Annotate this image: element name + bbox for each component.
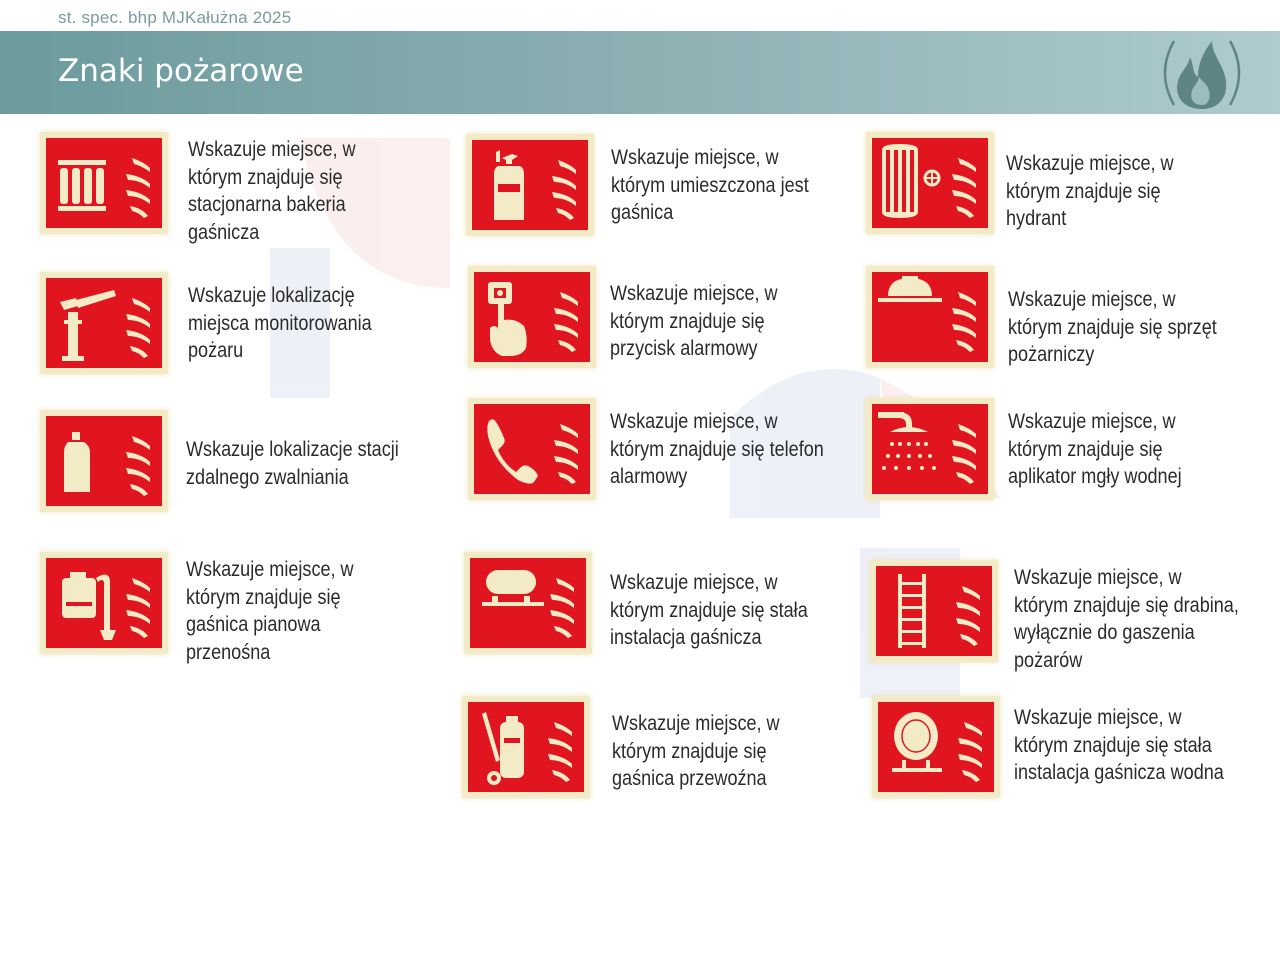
- sign-description-line: Wskazuje miejsce, w: [1014, 706, 1182, 729]
- sign-description-line: Wskazuje miejsce, w: [186, 558, 354, 581]
- sign-description-line: którym znajduje się: [610, 309, 765, 333]
- fire-alarm-button-icon: [474, 272, 590, 362]
- sign-item: [464, 552, 864, 672]
- fire-extinguisher-icon: [472, 140, 588, 230]
- fixed-water-installation-icon: [878, 702, 994, 792]
- sign-item: [40, 410, 460, 530]
- sign-description-line: hydrant: [1006, 207, 1067, 230]
- sign-description-line: Wskazuje miejsce, w: [1008, 288, 1176, 311]
- sign-description-line: miejsca monitorowania: [188, 311, 372, 335]
- portable-foam-extinguisher-icon: [46, 558, 162, 648]
- sign-description-line: gaśnica przewoźna: [612, 767, 767, 790]
- sign-description-line: którym znajduje się drabina,: [1014, 593, 1239, 617]
- sign-description-line: którym znajduje się: [1006, 179, 1161, 203]
- sign-description-line: Wskazuje miejsce, w: [1008, 410, 1176, 433]
- sign-description-line: Wskazuje miejsce, w: [610, 410, 778, 433]
- water-mist-applicator-icon: [872, 404, 988, 494]
- sign-description-line: gaśnicza: [188, 220, 260, 244]
- sign-description-line: instalacja gaśnicza wodna: [1014, 761, 1224, 784]
- sign-description-line: stacjonarna bakeria: [188, 193, 346, 216]
- sign-item: [872, 696, 1272, 816]
- remote-release-station-icon: [46, 416, 162, 506]
- sign-description-line: zdalnego zwalniania: [186, 465, 349, 489]
- sign-item: [462, 696, 862, 816]
- sign-description-line: Wskazuje lokalizację: [188, 284, 355, 307]
- sign-description-line: Wskazuje miejsce, w: [188, 138, 356, 161]
- sign-description-line: przenośna: [186, 640, 271, 664]
- header-credit: st. spec. bhp MJKałużna 2025: [58, 8, 292, 27]
- sign-description-line: Wskazuje miejsce, w: [1014, 566, 1182, 589]
- fire-monitor-icon: [46, 278, 162, 368]
- flame-icon: [1152, 33, 1252, 113]
- sign-description-line: Wskazuje miejsce, w: [610, 282, 778, 305]
- sign-item: [40, 552, 440, 672]
- page-title: Znaki pożarowe: [58, 53, 304, 89]
- sign-description-line: którym znajduje się: [186, 585, 341, 609]
- sign-description-line: którym znajduje się: [1008, 437, 1163, 461]
- sign-item: [866, 398, 1266, 518]
- sign-description-line: przycisk alarmowy: [610, 337, 758, 360]
- sign-description-line: którym umieszczona jest: [611, 173, 809, 197]
- fixed-extinguishing-installation-icon: [470, 558, 586, 648]
- sign-description-line: którym znajduje się telefon: [610, 437, 824, 461]
- sign-item: [866, 132, 1266, 252]
- sign-item: [870, 560, 1280, 680]
- fire-ladder-icon: [876, 566, 992, 656]
- sign-description-line: którym znajduje się: [612, 739, 767, 763]
- sign-description-line: pożarów: [1014, 648, 1083, 672]
- sign-description-line: pożarniczy: [1008, 343, 1095, 366]
- sign-description-line: instalacja gaśnicza: [610, 626, 762, 649]
- sign-description-line: Wskazuje miejsce, w: [611, 146, 779, 169]
- firefighting-equipment-icon: [872, 272, 988, 362]
- sign-description-line: Wskazuje lokalizacje stacji: [186, 438, 399, 461]
- sign-description-line: pożaru: [188, 339, 244, 362]
- sign-description-line: gaśnica pianowa: [186, 613, 321, 636]
- sign-item: [466, 134, 866, 254]
- sign-description-line: alarmowy: [610, 465, 688, 488]
- sign-description-line: którym znajduje się sprzęt: [1008, 315, 1217, 339]
- sign-description-line: Wskazuje miejsce, w: [610, 571, 778, 594]
- sign-item: [866, 266, 1276, 386]
- sign-description-line: którym znajduje się: [188, 165, 343, 189]
- sign-item: [40, 272, 440, 392]
- sign-description-line: gaśnica: [611, 201, 674, 224]
- sign-item: [468, 398, 868, 518]
- sign-description-line: Wskazuje miejsce, w: [612, 712, 780, 735]
- sign-description-line: którym znajduje się stała: [610, 598, 808, 622]
- sign-description-line: którym znajduje się stała: [1014, 733, 1212, 757]
- wheeled-extinguisher-icon: [468, 702, 584, 792]
- sign-description-line: aplikator mgły wodnej: [1008, 465, 1182, 488]
- sign-item: [468, 266, 868, 386]
- fire-extinguishing-battery-icon: [46, 138, 162, 228]
- fire-hose-reel-icon: [872, 138, 988, 228]
- sign-description-line: Wskazuje miejsce, w: [1006, 152, 1174, 175]
- sign-item: [40, 132, 440, 252]
- title-band: [0, 31, 1280, 114]
- emergency-telephone-icon: [474, 404, 590, 494]
- sign-description-line: wyłącznie do gaszenia: [1014, 621, 1195, 644]
